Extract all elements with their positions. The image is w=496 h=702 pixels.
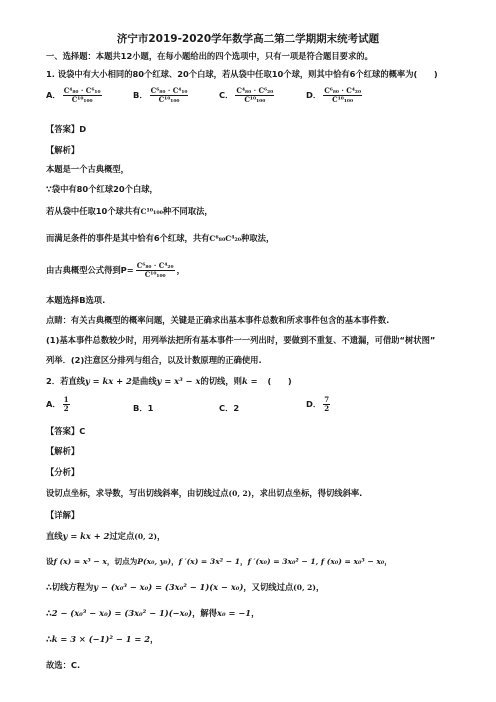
q2-detail-line-1: 直线y = kx + 2过定点(0, 2)， [46,531,166,541]
q2-option-b: B．1 [133,403,154,413]
q1-analysis-tag: 【解析】 [46,145,80,155]
q2-fenxi-tag: 【分析】 [46,467,80,477]
q2-answer: 【答案】C [46,426,86,436]
q2-option-d: D． $\frac{7}{2}$ [306,395,330,413]
q1-option-b [133,87,190,104]
section-heading: 一、选择题：本题共12小题，在每小题给出的四个选项中，只有一项是符合题目要求的。 [46,51,373,61]
q1-option-a-label: A． [46,90,61,100]
q2-detail-line-2: 设f (x) = x³ − x，切点为P(x₀, y₀)，f ′(x) = 3x² − 1，f ′(x₀) = 3x₀² − 1, f (x₀) = x₀³ − x₀， [46,557,392,566]
q2-option-a-fraction: $\frac{1}{2}$ [63,395,69,413]
page-title: 济宁市2019-2020学年数学高二第二学期期末统考试题 [116,33,380,45]
q2-fenxi-text: 设切点坐标，求导数，写出切线斜率，由切线过点(0, 2)，求出切点坐标，得切线斜率. [46,488,363,498]
q1-option-c-fraction: $\frac{\text{C⁴₈₀ · C⁶₂₀}}{\text{C¹⁰₁₀₀}}$ [236,86,274,104]
q1-analysis-line-8: (1)基本事件总数较少时，用列举法把所有基本事件一一列出时，要做到不重复、不遗漏，可借助“树状图” [46,335,436,345]
q1-analysis-line-9: 列举．(2)注意区分排列与组合，以及计数原理的正确使用. [46,355,262,365]
q1-option-a [46,87,104,104]
q2-detail-line-5: ∴k = 3 × (−1)² − 1 = 2， [46,634,159,644]
q2-detail-line-3: ∴切线方程为y − (x₀³ − x₀) = (3x₀² − 1)(x − x₀)，又切线过点(0, 2)， [46,582,325,592]
q1-option-d-fraction: $\frac{\text{C⁶₈₀ · C⁴₂₀}}{\text{C¹⁰₁₀₀}}$ [324,86,362,104]
q1-option-d-label: D． [306,90,322,100]
q1-option-a-fraction: $\frac{\text{C⁴₈₀ · C⁶₁₀}}{\text{C¹⁰₁₀₀}}$ [63,86,101,104]
q1-option-b-label: B． [133,90,148,100]
q1-analysis-line-3: 若从袋中任取10个球共有C¹⁰₁₀₀种不同取法， [46,206,213,216]
q1-analysis-line-2: ∵袋中有80个红球20个白球， [46,184,158,194]
q2-option-a: A． $\frac{1}{2}$ [46,395,69,413]
question-2-stem: 2．若直线y = kx + 2是曲线y = x³ − x的切线，则k = ( ) [46,376,292,386]
q2-xiangjie-tag: 【详解】 [46,510,80,520]
q1-option-d [306,87,364,104]
q1-analysis-line-4: 而满足条件的事件是其中恰有6个红球，共有C⁶₈₀C⁴₂₀种取法， [46,233,275,243]
q1-option-c [219,87,276,104]
q1-answer: 【答案】D [46,124,87,134]
q1-analysis-line-6: 本题选择B选项. [46,295,106,305]
q1-probability-fraction: $\frac{\text{C⁶₈₀ · C⁴₂₀}}{\text{C¹⁰₁₀₀}}$ [136,261,174,279]
q2-detail-line-4: ∴2 − (x₀³ − x₀) = (3x₀² − 1)(−x₀)，解得x₀ = −1， [46,608,260,618]
q2-option-c: C．2 [219,403,240,413]
q2-conclusion: 故选：C. [46,660,81,670]
q1-analysis-line-1: 本题是一个古典概型， [46,164,129,174]
q2-option-d-fraction: $\frac{7}{2}$ [324,395,330,413]
q1-option-c-label: C． [219,90,234,100]
question-1-stem: 1. 设袋中有大小相同的80个红球、20个白球，若从袋中任取10个球，则其中恰有6个红球的概率为( ) [46,69,438,79]
q1-option-b-fraction: $\frac{\text{C⁶₈₀ · C⁴₁₀}}{\text{C¹⁰₁₀₀}}$ [150,86,188,104]
q2-analysis-tag: 【解析】 [46,446,80,456]
q1-analysis-line-5: 由古典概型公式得到P= $\frac{\text{C⁶₈₀ · C⁴₂₀}}{\text{C¹⁰₁₀₀}}$ ， [46,261,185,279]
q1-analysis-line-7: 点睛：有关古典概型的概率问题，关键是正确求出基本事件总数和所求事件包含的基本事件数. [46,315,390,325]
